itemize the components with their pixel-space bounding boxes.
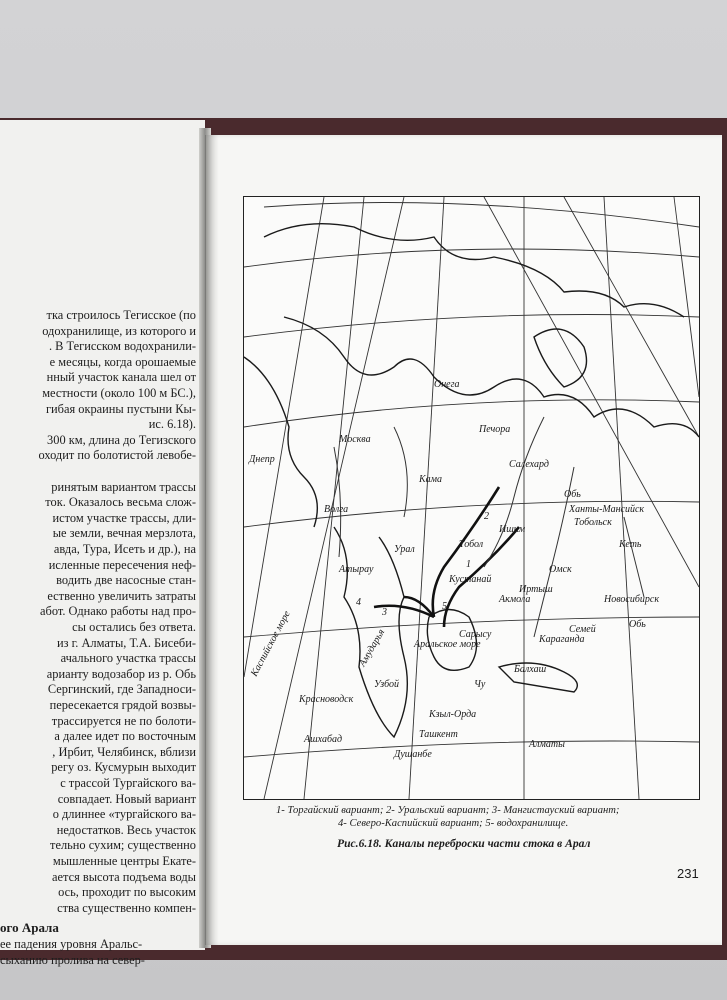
map-label-dushanbe: Душанбе [394, 749, 432, 760]
map-svg [244, 197, 699, 799]
map-label-kzylorda: Кзыл-Орда [429, 709, 477, 720]
map-label-kustanai: Кустанай [449, 574, 492, 585]
map-figure [243, 196, 700, 800]
section-heading: ого Арала [0, 920, 59, 936]
left-page [0, 120, 205, 967]
map-label-chu: Чу [474, 679, 486, 690]
map-legend-line-2: 4- Северо-Каспийский вариант; 5- водохранилище. [338, 818, 569, 829]
left-page-line: 300 км, длина до Тегизского [47, 432, 196, 447]
left-page-line: ается высота подъема воды [52, 869, 196, 884]
left-page-line: о длиннее «тургайского ва- [52, 807, 196, 822]
map-label-akmola: Акмола [499, 594, 531, 605]
left-page-line: пересекается грядой возвы- [49, 698, 196, 712]
left-page-line: истом участке трассы, дли- [52, 510, 196, 525]
left-page-line: ток. Оказалось весьма слож- [45, 495, 196, 510]
left-page-line: исленные пересечения неф- [48, 557, 196, 572]
map-label-tobol: Тобол [459, 539, 484, 550]
left-page-line: авда, Тура, Исеть и др.), на [53, 542, 196, 556]
left-page-line: мышленные центры Екате- [52, 854, 196, 868]
left-page-line: ее падения уровня Аральс- [0, 937, 143, 952]
left-page-line: а далее идет по восточным [54, 729, 196, 744]
map-label-atyrau: Атырау [339, 564, 374, 575]
left-page-line: местности (около 100 м БС.), [42, 386, 196, 400]
left-page-line: с трассой Тургайского ва- [60, 776, 196, 790]
map-label-semei: Семей [569, 624, 596, 635]
left-page-line: одохранилище, из которого и [42, 323, 196, 338]
left-page-line: ачального участка трассы [60, 651, 196, 666]
left-page-line: из г. Алматы, Т.А. Бисеби- [56, 635, 196, 650]
map-label-karaganda: Караганда [539, 634, 585, 645]
left-page-line: абот. Однако работы над про- [40, 604, 196, 619]
left-page-line: регу оз. Кусмурын выходит [51, 760, 196, 775]
left-page-line: тельно сухим; существенно [50, 838, 196, 853]
map-label-almaty: Алматы [529, 739, 565, 750]
map-label-novosibirsk: Новосибирск [604, 594, 660, 605]
map-label-amudarya: Амударья [357, 627, 388, 669]
map-label-khanty: Ханты-Мансийск [569, 504, 645, 515]
map-label-balkhash: Балхаш [514, 664, 547, 675]
map-label-aral: Аральское море [414, 639, 481, 650]
map-label-salekhard: Салехард [509, 459, 549, 470]
left-page-line: совпадает. Новый вариант [57, 791, 196, 806]
left-page-line: ис. 6.18). [148, 417, 196, 432]
left-page-line: ые земли, вечная мерзлота, [52, 526, 196, 541]
map-label-irtysh: Иртыш [519, 584, 553, 595]
map-legend-line-1: 1- Торгайский вариант; 2- Уральский вариант; 3- Мангистауский вариант; [276, 805, 620, 816]
map-label-pechora: Печора [479, 424, 511, 435]
map-label-tobolsk: Тобольск [574, 517, 612, 528]
left-page-line: водить две насосные стан- [56, 573, 196, 588]
map-label-ob: Обь [564, 489, 581, 500]
map-label-n3: 3 [382, 607, 387, 618]
left-page-line: . В Тегисском водохранили- [48, 339, 196, 354]
map-label-ural: Урал [394, 544, 415, 555]
map-labels [248, 379, 659, 760]
map-label-n1: 1 [466, 559, 471, 570]
left-page-line: недостатков. Весь участок [56, 822, 196, 837]
map-label-volga: Волга [324, 504, 349, 515]
map-label-ket: Кеть [619, 539, 642, 550]
left-page-line: оходит по болотистой левобе- [38, 448, 196, 463]
figure-caption: Рис.6.18. Каналы переброски части стока в Арал [337, 837, 591, 850]
map-label-ob2: Обь [629, 619, 646, 630]
left-page-line: нный участок канала шел от [46, 370, 196, 385]
left-page-line: гибая окраины пустыни Кы- [45, 401, 196, 416]
map-label-sarysu: Сарысу [459, 629, 492, 640]
map-label-n2: 2 [484, 511, 489, 522]
left-page-line: тка строилось Тегисское (по [46, 308, 196, 322]
map-label-tashkent: Ташкент [419, 729, 458, 740]
map-label-caspian: Каспийское море [248, 609, 293, 679]
map-label-moskva: Москва [339, 434, 371, 445]
map-label-omsk: Омск [549, 564, 572, 575]
page-number: 231 [677, 866, 699, 881]
left-page-line: ественно увеличить затраты [47, 588, 196, 603]
map-label-uzboi: Узбой [374, 679, 400, 690]
left-page-line: ринятым вариантом трассы [51, 479, 196, 494]
map-label-onega: Онега [434, 379, 460, 390]
left-page-line: , Ирбит, Челябинск, вблизи [52, 744, 196, 759]
map-label-kama: Кама [419, 474, 443, 485]
page-fold-shadow [205, 135, 219, 945]
map-label-n5: 5 [442, 601, 447, 612]
left-page-line: сы остались без ответа. [72, 620, 196, 634]
map-label-ashkhabad: Ашхабад [304, 734, 343, 745]
left-page-line: арианту водозабор из р. Обь [46, 666, 196, 681]
left-page-line: ось, проходит по высоким [58, 885, 196, 900]
left-page-line: ства существенно компен- [57, 900, 196, 915]
map-label-n4: 4 [356, 597, 361, 608]
left-page-line: трассируется не по болоти- [51, 713, 196, 728]
left-page-line: сыханию пролива на север- [0, 953, 145, 967]
map-label-dnepr: Днепр [249, 454, 275, 465]
map-label-ishim: Ишим [499, 524, 526, 535]
left-page-line: Сергинский, где Западноси- [47, 682, 196, 697]
map-label-krasnovodsk: Красноводск [299, 694, 354, 705]
left-page-line: е месяцы, когда орошаемые [49, 354, 196, 369]
